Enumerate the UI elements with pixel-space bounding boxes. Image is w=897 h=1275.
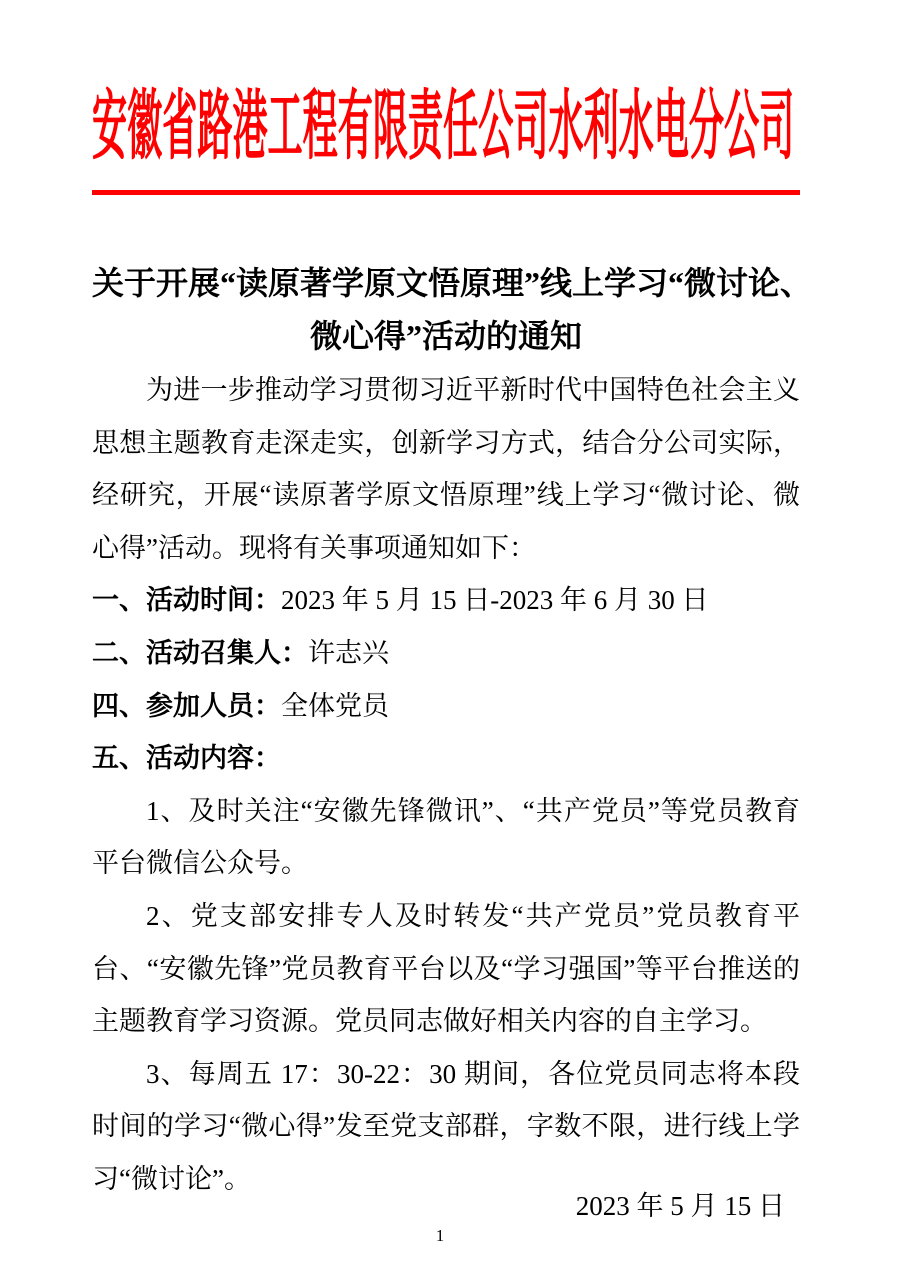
letterhead (92, 84, 800, 170)
item-activity-time-label: 一、活动时间： (92, 585, 281, 616)
company-name: 安徽省路港工程有限责任公司水利水电分公司 (92, 85, 795, 169)
sub-item-3: 3、每周五 17：30-22：30 期间，各位党员同志将本段时间的学习“微心得”发至党支部群，字数不限，进行线上学习“微讨论”。 (92, 1058, 800, 1194)
sub-item-2: 2、党支部安排专人及时转发“共产党员”党员教育平台、“安徽先锋”党员教育平台以及“学习强国”等平台推送的主题教育学习资源。党员同志做好相关内容的自主学习。 (92, 900, 800, 1037)
letterhead-rule (92, 190, 800, 195)
document-title-line1: 关于开展“读原著学原文悟原理”线上学习“微讨论、 (92, 265, 813, 301)
document-title-line2: 微心得”活动的通知 (309, 318, 582, 354)
item-participants (92, 680, 800, 733)
item-activity-content-label: 五、活动内容： (92, 743, 281, 774)
page-number: 1 (435, 1226, 445, 1245)
item-activity-content (92, 732, 800, 785)
document-title (92, 257, 813, 363)
item-participants-label: 四、参加人员： (92, 690, 281, 721)
item-activity-time-value: 2023 年 5 月 15 日-2023 年 6 月 30 日 (281, 585, 709, 616)
intro-paragraph: 为进一步推动学习贯彻习近平新时代中国特色社会主义思想主题教育走深走实，创新学习方式，结合分公司实际，经研究，开展“读原著学原文悟原理”线上学习“微讨论、微心得”活动。现将有关事项通知如下： (92, 375, 800, 563)
item-activity-time (92, 574, 800, 627)
document-date: 2023 年 5 月 15 日 (575, 1191, 785, 1221)
sub-item-1: 1、及时关注“安徽先锋微讯”、“共产党员”等党员教育平台微信公众号。 (92, 795, 800, 879)
item-convener-value: 许志兴 (308, 637, 389, 668)
document-body (92, 364, 800, 1206)
item-convener (92, 627, 800, 680)
item-convener-label: 二、活动召集人： (92, 637, 308, 668)
item-participants-value: 全体党员 (281, 690, 389, 721)
